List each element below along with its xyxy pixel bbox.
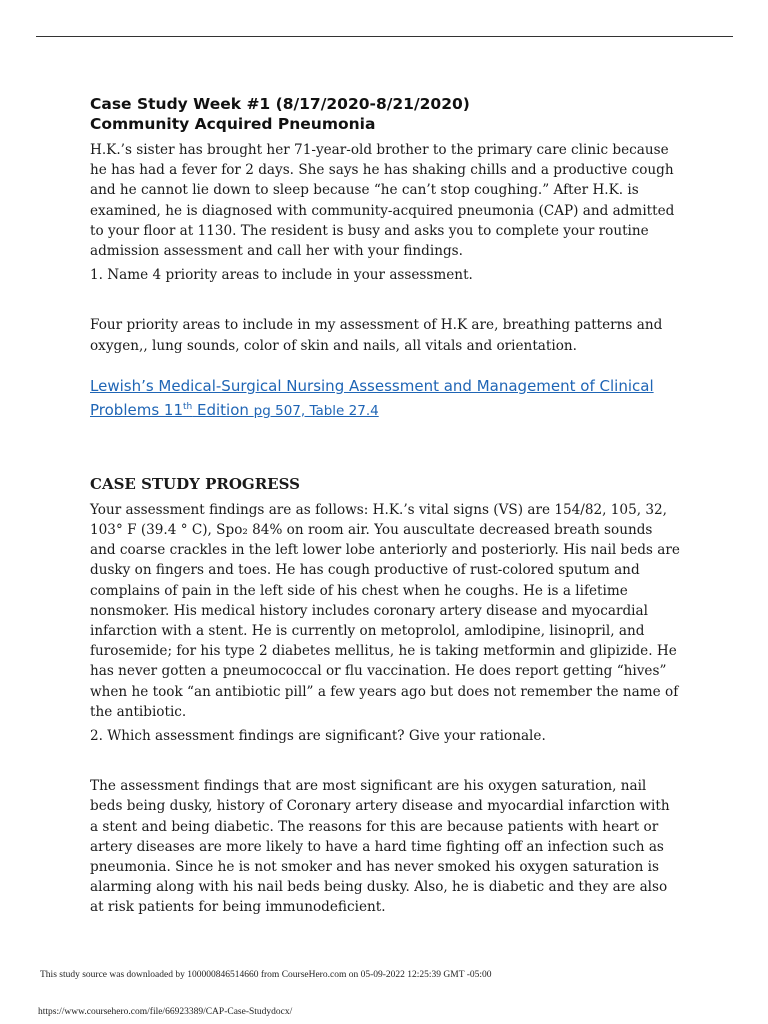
question-1: 1. Name 4 priority areas to include in your assessment. bbox=[90, 267, 473, 284]
question-2: 2. Which assessment findings are significant? Give your rationale. bbox=[90, 728, 546, 745]
answer-2: The assessment findings that are most significant are his oxygen saturation, nail beds being dusky, history of Coronary artery disease and myocardial infarction with a stent and being diabetic. The reasons for this are because patients with heart or artery diseases are more likely to have a hard time fighting off an infection such as pneumonia. Since he is not smoker and has never smoked his oxygen saturation is alarming along with his nail beds being dusky. Also, he is diabetic and they are also at risk patients for being immunodeficient. bbox=[90, 778, 670, 916]
source-note: This study source was downloaded by 100000846514660 from CourseHero.com on 05-09-2022 12:25:39 GMT -05:00 bbox=[40, 970, 492, 980]
title-line-1: Case Study Week #1 (8/17/2020-8/21/2020) bbox=[90, 95, 470, 113]
top-divider bbox=[36, 36, 733, 37]
reference-edition: Edition bbox=[192, 400, 254, 419]
source-url[interactable]: https://www.coursehero.com/file/66923389/CAP-Case-Studydocx/ bbox=[38, 1007, 293, 1017]
reference-title: Lewish’s Medical-Surgical Nursing Assessment and Management of Clinical Problems 11 bbox=[90, 376, 654, 419]
document-title bbox=[90, 94, 680, 134]
answer-1: Four priority areas to include in my assessment of H.K are, breathing patterns and oxygen,, lung sounds, color of skin and nails, all vitals and orientation. bbox=[90, 317, 663, 354]
reference-link[interactable] bbox=[90, 376, 680, 422]
reference-page: pg 507, Table 27.4 bbox=[253, 402, 379, 419]
reference-superscript: th bbox=[183, 401, 193, 412]
progress-paragraph: Your assessment findings are as follows: H.K.’s vital signs (VS) are 154/82, 105, 32, 103° F (39.4 ° C), Spo₂ 84% on room air. You auscultate decreased breath sounds and coarse crackles in the left lower lobe anteriorly and posteriorly. His nail beds are dusky on fingers and toes. He has cough productive of rust-colored sputum and complains of pain in the left side of his chest when he coughs. He is a lifetime nonsmoker. His medical history includes coronary artery disease and myocardial infarction with a stent. He is currently on metoprolol, amlodipine, lisinopril, and furosemide; for his type 2 diabetes mellitus, he is taking metformin and glipizide. He has never gotten a pneumococcal or flu vaccination. He does report getting “hives” when he took “an antibiotic pill” a few years ago but does not remember the name of the antibiotic. bbox=[90, 501, 680, 720]
section-heading: CASE STUDY PROGRESS bbox=[90, 474, 300, 493]
intro-paragraph: H.K.’s sister has brought her 71-year-old brother to the primary care clinic because he has had a fever for 2 days. She says he has shaking chills and a productive cough and he cannot lie down to sleep because “he can’t stop coughing.” After H.K. is examined, he is diagnosed with community-acquired pneumonia (CAP) and admitted to your floor at 1130. The resident is busy and asks you to complete your routine admission assessment and call her with your findings. bbox=[90, 142, 675, 260]
title-line-2: Community Acquired Pneumonia bbox=[90, 115, 376, 133]
document-body bbox=[90, 94, 680, 918]
